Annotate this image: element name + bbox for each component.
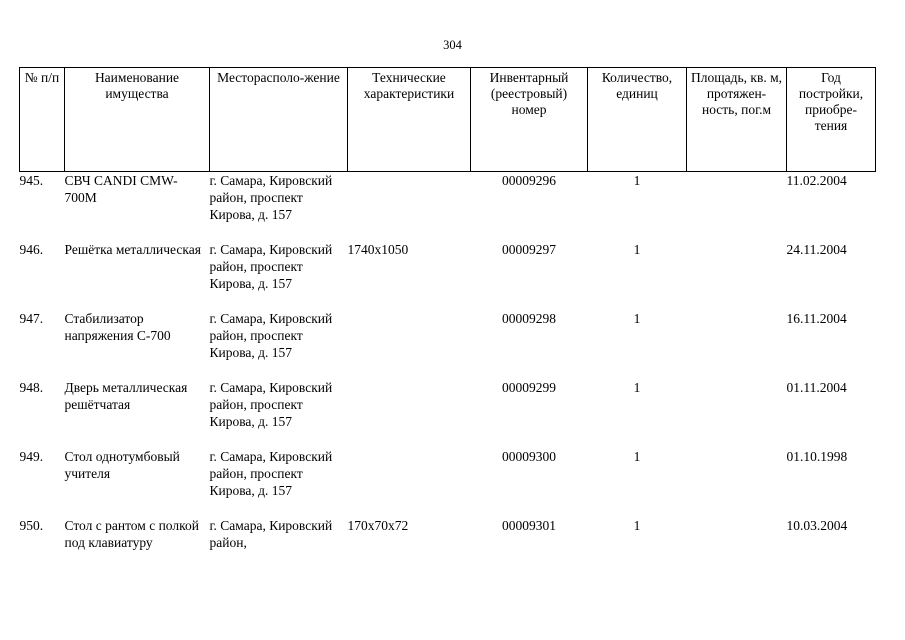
item-inventory-number: 00009299 (502, 380, 556, 395)
item-area (687, 172, 787, 242)
row-number: 945. (19, 173, 44, 188)
header-location: Месторасполо-жение (210, 68, 348, 172)
item-area (687, 517, 787, 577)
table-row (20, 448, 876, 517)
item-location: г. Самара, Кировский район, проспект Кирова, д. 157 (209, 380, 333, 429)
item-technical (348, 172, 471, 242)
row-number: 949. (19, 449, 44, 464)
item-technical (348, 379, 471, 448)
item-technical (348, 310, 471, 379)
table-header-row (20, 68, 876, 172)
item-name: Стол с рантом с полкой под клавиатуру (64, 518, 199, 550)
item-area (687, 379, 787, 448)
item-location: г. Самара, Кировский район, (209, 518, 333, 550)
table-row (20, 517, 876, 577)
header-area: Площадь, кв. м, протяжен-ность, пог.м (687, 68, 787, 172)
item-technical: 170x70x72 (347, 518, 409, 533)
table-row (20, 310, 876, 379)
row-number: 946. (19, 242, 44, 257)
item-year: 01.11.2004 (786, 380, 847, 395)
item-name: СВЧ CANDI CMW-700M (64, 173, 178, 205)
row-number: 950. (19, 518, 44, 533)
item-quantity: 1 (633, 311, 641, 326)
item-year: 16.11.2004 (786, 311, 847, 326)
item-location: г. Самара, Кировский район, проспект Кирова, д. 157 (209, 173, 333, 222)
page-number: 304 (443, 38, 462, 52)
item-inventory-number: 00009297 (502, 242, 556, 257)
item-year: 01.10.1998 (786, 449, 848, 464)
item-name: Стол однотумбовый учителя (64, 449, 180, 481)
item-year: 11.02.2004 (786, 173, 847, 188)
table-row (20, 172, 876, 242)
table-row (20, 241, 876, 310)
property-registry-table (19, 67, 876, 577)
header-number: № п/п (20, 68, 65, 172)
table-row (20, 379, 876, 448)
item-inventory-number: 00009298 (502, 311, 556, 326)
item-technical (348, 448, 471, 517)
item-quantity: 1 (633, 518, 641, 533)
item-area (687, 310, 787, 379)
item-quantity: 1 (633, 449, 641, 464)
item-name: Дверь металлическая решётчатая (64, 380, 188, 412)
item-name: Решётка металлическая (64, 242, 201, 257)
item-technical: 1740x1050 (347, 242, 409, 257)
item-quantity: 1 (633, 380, 641, 395)
header-inventory-number: Инвентарный (реестровый) номер (471, 68, 588, 172)
item-area (687, 241, 787, 310)
item-quantity: 1 (633, 173, 641, 188)
item-name: Стабилизатор напряжения С-700 (64, 311, 171, 343)
header-name: Наименование имущества (65, 68, 210, 172)
item-inventory-number: 00009300 (502, 449, 556, 464)
item-location: г. Самара, Кировский район, проспект Кирова, д. 157 (209, 242, 333, 291)
item-year: 10.03.2004 (786, 518, 848, 533)
item-year: 24.11.2004 (786, 242, 847, 257)
item-location: г. Самара, Кировский район, проспект Кирова, д. 157 (209, 449, 333, 498)
item-inventory-number: 00009301 (502, 518, 556, 533)
item-inventory-number: 00009296 (502, 173, 556, 188)
header-year: Год постройки, приобре-тения (787, 68, 876, 172)
row-number: 948. (19, 380, 44, 395)
header-technical: Технические характеристики (348, 68, 471, 172)
item-area (687, 448, 787, 517)
item-location: г. Самара, Кировский район, проспект Кирова, д. 157 (209, 311, 333, 360)
row-number: 947. (19, 311, 44, 326)
header-quantity: Количество, единиц (588, 68, 687, 172)
item-quantity: 1 (633, 242, 641, 257)
